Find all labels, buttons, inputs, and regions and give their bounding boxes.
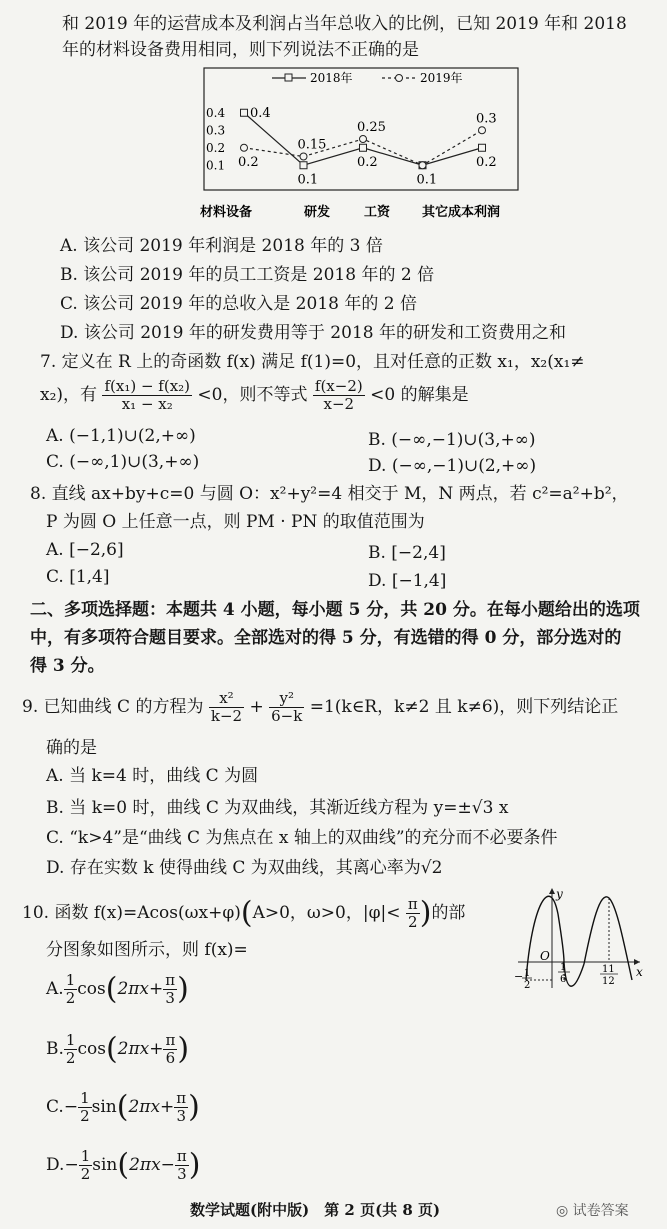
q10-pi-num: π (407, 895, 418, 913)
q10-condition: A>0，ω>0，|φ|< (252, 903, 401, 923)
q7-option-c: C. (−∞,1)∪(3,+∞) (46, 452, 200, 472)
q10-open-paren: ( (240, 895, 253, 931)
q10-pi-over-2 (406, 896, 420, 931)
q10-stem-line2: 分图象如图所示，则 f(x)= (46, 940, 248, 960)
series-0-point-1 (300, 162, 307, 169)
q10-close-paren: ) (419, 895, 432, 931)
q10-stem-line1 (22, 896, 465, 931)
series-1-point-2 (360, 136, 367, 143)
legend-2018-marker (285, 74, 292, 81)
q7-stem-line2 (40, 378, 469, 413)
q10-option-a: A. $\frac{1}{2}$ cos(2πx+ $\frac{\pi}{3}$ ) (46, 971, 189, 1007)
question6-stem-line2: 年的材料设备费用相同，则下列说法不正确的是 (62, 40, 419, 60)
q9-frac2-num: y² (269, 690, 304, 708)
chart-y-ticks (206, 106, 225, 173)
x-category-0: 材料设备 (200, 205, 253, 220)
legend-2019-marker (396, 75, 403, 82)
graph-min-num: 1 (524, 968, 531, 979)
series-1-label-4: 0.3 (476, 111, 497, 127)
y-tick-1: 0.3 (206, 123, 226, 138)
series-1-label-2: 0.25 (357, 120, 386, 135)
series-0-label-4: 0.2 (476, 154, 497, 170)
series-1-point-0 (241, 144, 248, 151)
series-0-point-4 (479, 144, 486, 151)
graph-origin-label: O (540, 949, 550, 963)
q9-option-a: A. 当 k=4 时，曲线 C 为圆 (46, 766, 259, 786)
expense-line-chart (190, 64, 530, 226)
q8-option-b: B. [−2,4] (368, 543, 446, 563)
graph-tick-11-12-den: 12 (602, 976, 615, 987)
cosine-graph-figure (512, 884, 646, 990)
q7-fraction-1 (102, 378, 192, 413)
q6-option-c: C. 该公司 2019 年的总收入是 2018 年的 2 倍 (60, 294, 417, 314)
x-category-3: 其它成本 (422, 205, 475, 220)
q9-text-pre: 9. 已知曲线 C 的方程为 (22, 697, 204, 717)
series-0-label-3: 0.1 (416, 172, 438, 188)
q7-text-pre: x₂)，有 (40, 385, 98, 405)
wechat-icon: ◎ (556, 1203, 569, 1219)
series-0-label-2: 0.2 (357, 154, 378, 170)
series-1-label-1: 0.15 (297, 137, 327, 153)
q10-text-pre: 10. 函数 f(x)=Acos(ωx+φ) (22, 903, 241, 923)
y-tick-2: 0.2 (206, 140, 226, 155)
series-0-point-0 (241, 109, 248, 116)
section2-heading-line3: 得 3 分。 (30, 656, 105, 676)
graph-tick-1-6-den: 6 (560, 974, 567, 985)
section2-heading-line1: 二、多项选择题：本题共 4 小题，每小题 5 分，共 20 分。在每小题给出的选项 (30, 600, 640, 620)
legend-2019-label: 2019年 (420, 71, 463, 85)
q7-frac2-num: f(x−2) (314, 377, 363, 395)
q10-option-d: D.− $\frac{1}{2}$ sin(2πx− $\frac{\pi}{3}$ ) (46, 1147, 201, 1183)
page-footer: 数学试题(附中版) 第 2 页(共 8 页) (190, 1201, 441, 1219)
q7-text-mid: <0，则不等式 (197, 385, 308, 405)
legend-2018-label: 2018年 (310, 71, 353, 85)
chart-legend (272, 70, 463, 85)
q9-text-post: =1(k∈R，k≠2 且 k≠6)，则下列结论正 (309, 697, 619, 717)
q8-option-c: C. [1,4] (46, 567, 110, 587)
series-0-label-0: 0.4 (250, 105, 271, 121)
q8-stem-line1: 8. 直线 ax+by+c=0 与圆 O：x²+y²=4 相交于 M，N 两点，若 c²=a²+b²， (30, 484, 629, 504)
graph-y-axis-arrow (549, 888, 555, 894)
graph-min-minus: − (514, 970, 524, 983)
series-0-label-1: 0.1 (297, 172, 319, 188)
graph-tick-11-12-num: 11 (602, 964, 615, 975)
watermark (556, 1200, 629, 1220)
q7-text-post: <0 的解集是 (370, 385, 469, 405)
y-tick-3: 0.1 (206, 158, 226, 173)
q9-stem-line1 (22, 690, 618, 725)
q7-frac1-den: x₁ − x₂ (121, 395, 173, 413)
q9-plus: + (249, 697, 264, 717)
q7-option-d: D. (−∞,−1)∪(2,+∞) (368, 456, 537, 476)
q7-stem-line1: 7. 定义在 R 上的奇函数 f(x) 满足 f(1)=0，且对任意的正数 x₁，x₂(x₁≠ (40, 352, 585, 372)
q10-option-b: B. $\frac{1}{2}$ cos(2πx+ $\frac{\pi}{6}$ ) (46, 1031, 190, 1067)
chart-x-categories (200, 204, 500, 220)
q9-option-d: D. 存在实数 k 使得曲线 C 为双曲线，其离心率为√2 (46, 858, 443, 878)
q9-fraction-1 (209, 690, 244, 725)
series-1-point-1 (300, 153, 307, 160)
q9-option-c: C. “k>4”是“曲线 C 为焦点在 x 轴上的双曲线”的充分而不必要条件 (46, 828, 558, 848)
q9-frac2-den: 6−k (271, 707, 303, 725)
question6-stem-line1: 和 2019 年的运营成本及利润占当年总收入的比例，已知 2019 年和 2018 (62, 14, 627, 34)
q10-text-post: 的部 (431, 903, 466, 923)
series-1-point-4 (479, 127, 486, 134)
series-1-label-0: 0.2 (238, 154, 259, 170)
q10-option-c: C.− $\frac{1}{2}$ sin(2πx+ $\frac{\pi}{3}$ ) (46, 1089, 200, 1125)
graph-tick-1-6-num: 1 (560, 962, 567, 973)
q8-option-d: D. [−1,4] (368, 571, 447, 591)
q9-fraction-2 (269, 690, 304, 725)
x-category-4: 利润 (474, 205, 501, 220)
q7-fraction-2 (313, 378, 365, 413)
graph-y-label: y (556, 887, 563, 901)
q7-option-a: A. (−1,1)∪(2,+∞) (46, 426, 196, 446)
q7-frac2-den: x−2 (323, 395, 355, 413)
q8-stem-line2: P 为圆 O 上任意一点，则 PM · PN 的取值范围为 (46, 512, 425, 532)
watermark-text: 试卷答案 (572, 1203, 629, 1219)
graph-curve-part1 (526, 896, 584, 986)
series-0-point-2 (360, 144, 367, 151)
y-tick-0: 0.4 (206, 105, 226, 120)
section2-heading-line2: 中，有多项符合题目要求。全部选对的得 5 分，有选错的得 0 分，部分选对的 (30, 628, 622, 648)
series-1-point-3 (419, 162, 426, 169)
q10-pi-den: 2 (408, 913, 418, 931)
q9-option-b: B. 当 k=0 时，曲线 C 为双曲线，其渐近线方程为 y=±√3 x (46, 798, 509, 818)
q6-option-d: D. 该公司 2019 年的研发费用等于 2018 年的研发和工资费用之和 (60, 323, 566, 343)
graph-min-den: 2 (524, 980, 531, 990)
q8-option-a: A. [−2,6] (46, 540, 124, 560)
q9-stem-line2: 确的是 (46, 738, 97, 758)
x-category-1: 研发 (304, 205, 331, 220)
q9-frac1-num: x² (209, 690, 244, 708)
chart-series (238, 106, 497, 188)
q6-option-a: A. 该公司 2019 年利润是 2018 年的 3 倍 (60, 236, 383, 256)
q7-option-b: B. (−∞,−1)∪(3,+∞) (368, 430, 536, 450)
x-category-2: 工资 (364, 205, 391, 220)
q9-frac1-den: k−2 (210, 707, 243, 725)
q6-option-b: B. 该公司 2019 年的员工工资是 2018 年的 2 倍 (60, 265, 435, 285)
graph-x-label: x (636, 965, 643, 979)
q7-frac1-num: f(x₁) − f(x₂) (104, 377, 191, 395)
